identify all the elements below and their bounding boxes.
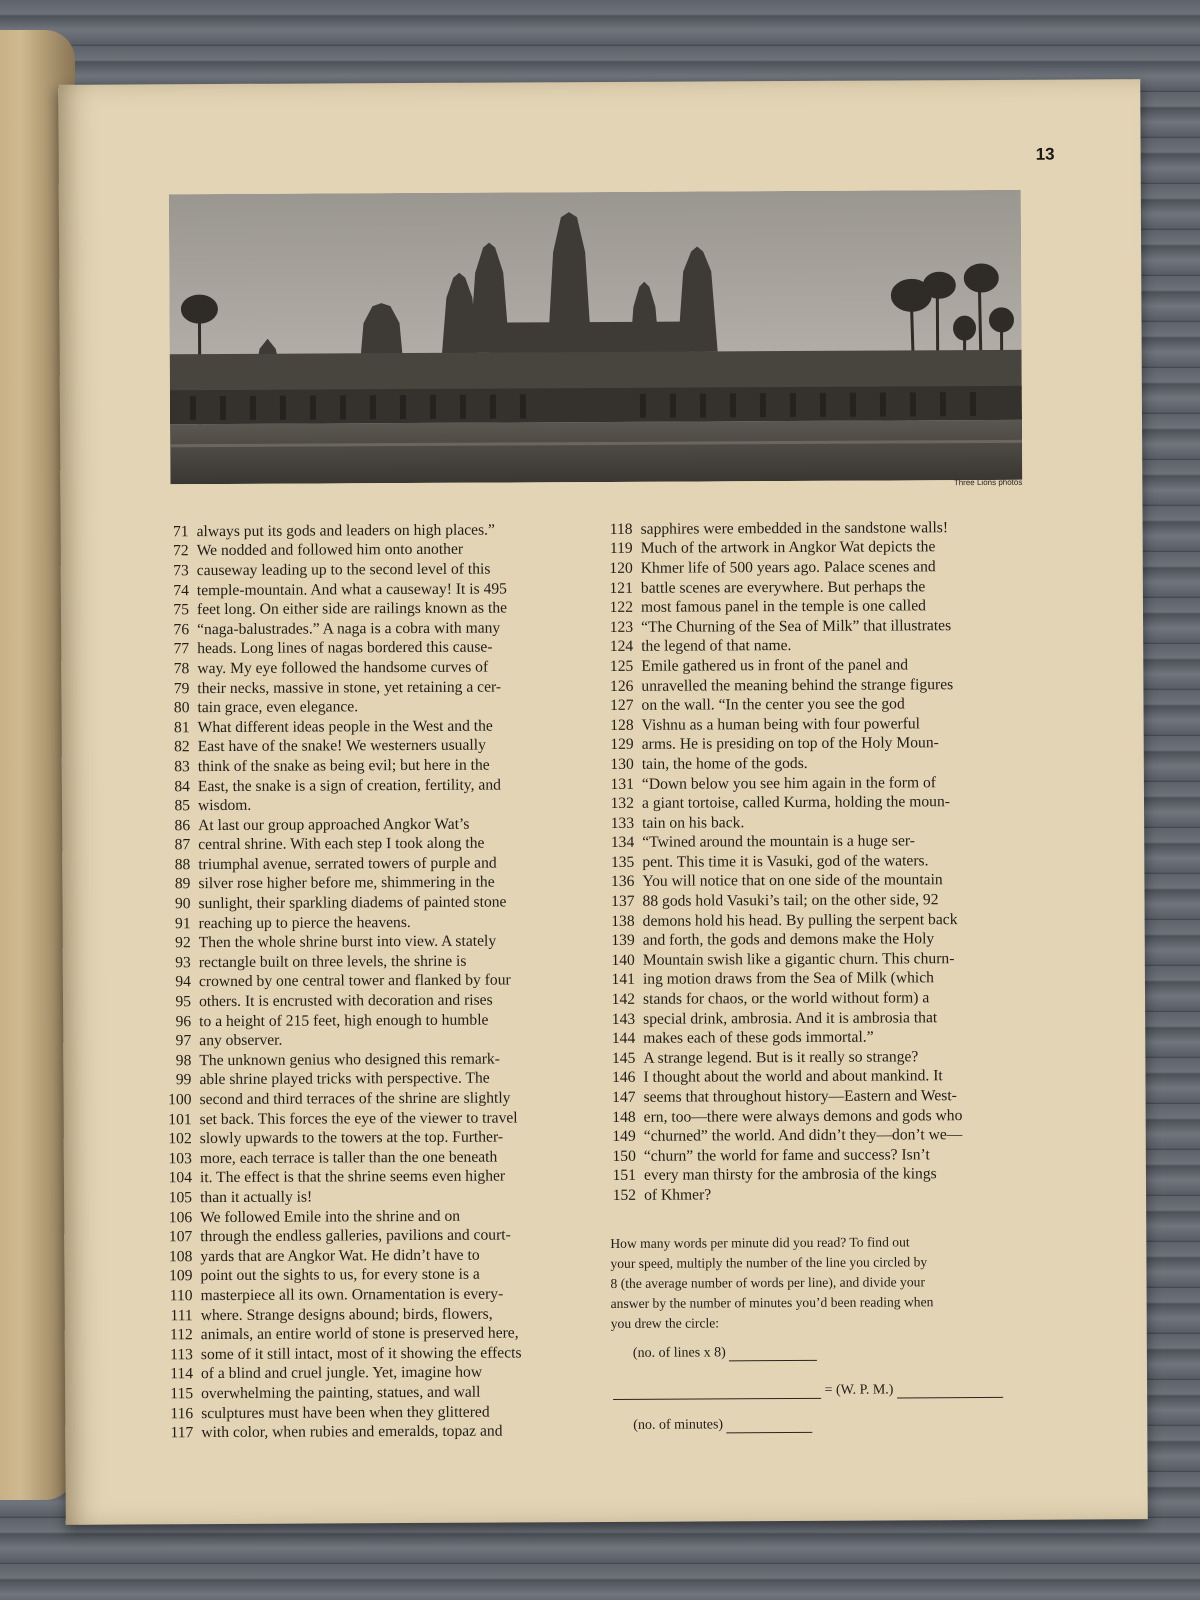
text-line	[600, 1164, 1010, 1186]
line-number: 131	[610, 775, 634, 793]
magazine-page	[58, 79, 1148, 1525]
text-line	[598, 890, 1008, 912]
text-line	[154, 834, 554, 856]
line-text: Much of the artwork in Angkor Wat depicts the	[640, 538, 936, 558]
line-number: 137	[611, 892, 635, 911]
instruction-line: 8 (the average number of words per line), and divide your	[610, 1274, 925, 1291]
line-number: 93	[175, 954, 191, 972]
line-number: 73	[173, 562, 189, 580]
text-line	[153, 579, 553, 601]
line-text: silver rose higher before me, shimmering in the	[198, 874, 495, 893]
text-line	[600, 1184, 1010, 1206]
text-line	[599, 910, 1009, 932]
line-number: 148	[612, 1108, 636, 1126]
line-text: of Khmer?	[644, 1186, 712, 1204]
text-line	[598, 714, 1008, 736]
line-text: 88 gods hold Vasuki’s tail; on the other side, 92	[642, 891, 939, 910]
line-number: 110	[169, 1287, 193, 1305]
text-line	[155, 912, 555, 934]
text-line	[600, 1125, 1010, 1147]
text-line	[155, 1049, 555, 1071]
line-number: 120	[609, 559, 633, 577]
line-number: 76	[173, 620, 190, 639]
line-number: 91	[174, 914, 191, 932]
line-number: 98	[175, 1051, 192, 1070]
line-text: masterpiece all its own. Ornamentation is every-	[200, 1285, 504, 1305]
text-line	[154, 814, 554, 836]
text-line	[599, 969, 1009, 991]
line-text: tain grace, even elegance.	[197, 698, 359, 717]
text-line	[597, 596, 1007, 618]
text-line	[598, 871, 1008, 893]
line-number: 75	[173, 601, 190, 619]
text-line	[598, 753, 1008, 775]
text-line	[600, 1145, 1010, 1167]
line-number: 113	[170, 1345, 193, 1364]
line-number: 123	[609, 618, 634, 636]
line-text: a giant tortoise, called Kurma, holding the moun-	[641, 793, 950, 812]
instruction-line: your speed, multiply the number of the line you circled by	[610, 1254, 928, 1271]
line-text: think of the snake as being evil; but here in the	[197, 756, 490, 776]
line-text: through the endless galleries, pavilions and court-	[200, 1226, 511, 1246]
text-line	[154, 736, 554, 758]
text-line	[157, 1382, 557, 1404]
line-number: 109	[169, 1267, 193, 1285]
line-text: it. The effect is that the shrine seems even higher	[199, 1167, 506, 1187]
text-line	[153, 657, 553, 679]
line-number: 142	[611, 990, 636, 1009]
line-number: 141	[611, 971, 635, 989]
text-line	[153, 697, 553, 719]
line-text: “naga-balustrades.” A naga is a cobra with many	[197, 619, 501, 638]
instruction-line: answer by the number of minutes you’d been reading when	[610, 1294, 934, 1311]
line-number: 134	[610, 834, 635, 852]
text-line	[155, 971, 555, 993]
line-number: 146	[612, 1069, 636, 1087]
line-number: 116	[170, 1404, 194, 1422]
line-text: where. Strange designs abound; birds, flowers,	[200, 1305, 493, 1324]
line-number: 82	[174, 738, 190, 756]
line-text: heads. Long lines of nagas bordered this cause-	[197, 638, 493, 658]
line-number: 143	[611, 1010, 636, 1028]
text-line	[599, 988, 1009, 1010]
line-number: 138	[611, 912, 635, 930]
line-text: set back. This forces the eye of the viewer to travel	[199, 1109, 518, 1128]
line-text: slowly upwards to the towers at the top. Further-	[199, 1128, 504, 1148]
line-number: 111	[170, 1306, 193, 1324]
line-number: 124	[609, 638, 634, 656]
line-number: 71	[172, 522, 189, 541]
line-text: At last our group approached Angkor Wat’s	[198, 815, 470, 834]
line-text: crowned by one central tower and flanked by four	[198, 971, 511, 991]
line-text: We nodded and followed him onto another	[196, 541, 464, 560]
text-line	[153, 618, 553, 640]
line-text: more, each terrace is taller than the one beneath	[199, 1148, 498, 1167]
line-number: 149	[612, 1128, 636, 1146]
line-text: way. My eye followed the handsome curves of	[197, 658, 489, 678]
line-text: able shrine played tricks with perspective. The	[199, 1070, 490, 1089]
text-line	[597, 675, 1007, 697]
line-number: 107	[168, 1228, 193, 1246]
text-line	[153, 520, 553, 542]
line-number: 86	[174, 816, 191, 834]
instruction-line: you drew the circle:	[610, 1315, 720, 1331]
text-line	[599, 1067, 1009, 1089]
line-text: central shrine. With each step I took along the	[198, 834, 485, 854]
line-text: most famous panel in the temple is one called	[640, 597, 926, 616]
line-text: causeway leading up to the second level of this	[196, 560, 491, 580]
line-number: 97	[175, 1032, 192, 1050]
line-number: 115	[170, 1385, 194, 1403]
text-line	[599, 1008, 1009, 1030]
line-number: 103	[168, 1149, 192, 1168]
line-number: 132	[610, 794, 635, 813]
line-number: 112	[169, 1326, 193, 1344]
line-text: Then the whole shrine burst into view. A stately	[198, 932, 497, 952]
line-text: any observer.	[199, 1031, 283, 1050]
line-text: seems that throughout history—Eastern and West-	[643, 1087, 957, 1106]
text-line	[156, 1088, 556, 1110]
line-text: A strange legend. But is it really so strange?	[643, 1048, 919, 1067]
line-text: and forth, the gods and demons make the Holy	[642, 930, 935, 950]
line-number: 151	[612, 1167, 637, 1185]
text-line	[597, 616, 1007, 638]
text-line	[598, 733, 1008, 755]
text-line	[154, 795, 554, 817]
text-line	[156, 1167, 556, 1189]
line-text: ern, too—there were always demons and gods who	[643, 1106, 963, 1126]
line-number: 78	[173, 660, 190, 678]
right-text-column	[597, 518, 1011, 1206]
text-line	[598, 851, 1008, 873]
text-line	[156, 1147, 556, 1169]
line-number: 139	[611, 932, 635, 950]
text-line	[155, 1069, 555, 1091]
text-line	[153, 540, 553, 562]
text-line	[155, 932, 555, 954]
text-line	[156, 1265, 556, 1287]
line-number: 130	[610, 755, 634, 773]
text-line	[598, 773, 1008, 795]
line-text: East, the snake is a sign of creation, fertility, and	[197, 776, 501, 795]
line-text: Vishnu as a human being with four powerful	[641, 715, 921, 734]
line-number: 108	[168, 1247, 193, 1266]
line-text: Mountain swish like a gigantic churn. This churn-	[642, 950, 955, 969]
line-number: 127	[610, 696, 634, 715]
lines-times-eight-row	[633, 1345, 818, 1362]
text-line	[154, 755, 554, 777]
line-number: 79	[173, 679, 190, 697]
line-text: We followed Emile into the shrine and on	[200, 1207, 461, 1226]
text-line	[156, 1186, 556, 1208]
text-line	[155, 951, 555, 973]
line-number: 147	[612, 1088, 636, 1106]
line-text: with color, when rubies and emeralds, topaz and	[201, 1422, 503, 1442]
text-line	[154, 893, 554, 915]
division-blank[interactable]	[613, 1384, 821, 1400]
line-text: rectangle built on three levels, the shrine is	[198, 952, 467, 971]
text-line	[599, 1086, 1009, 1108]
text-line	[599, 949, 1009, 971]
line-text: “churn” the world for fame and success? Isn’t	[643, 1146, 930, 1165]
line-text: yards that are Angkor Wat. He didn’t have to	[200, 1246, 480, 1265]
line-text: others. It is encrusted with decoration and rises	[198, 991, 493, 1011]
text-line	[154, 716, 554, 738]
line-text: triumphal avenue, serrated towers of purple and	[198, 854, 497, 874]
text-line	[597, 577, 1007, 599]
line-number: 145	[611, 1049, 636, 1067]
line-number: 96	[175, 1012, 192, 1030]
line-number: 99	[175, 1071, 192, 1089]
line-number: 144	[611, 1030, 636, 1048]
line-number: 77	[173, 640, 190, 658]
text-line	[156, 1206, 556, 1228]
line-text: on the wall. “In the center you see the god	[641, 695, 905, 714]
text-line	[153, 559, 553, 581]
wpm-label: = (W. P. M.)	[824, 1382, 894, 1398]
line-text: ing motion draws from the Sea of Milk (which	[642, 969, 935, 989]
text-line	[154, 775, 554, 797]
line-text: the legend of that name.	[641, 637, 792, 656]
text-line	[599, 1027, 1009, 1049]
line-number: 105	[168, 1189, 193, 1207]
line-text: feet long. On either side are railings known as the	[196, 599, 508, 619]
text-line	[155, 1010, 555, 1032]
line-text: sapphires were embedded in the sandstone walls!	[640, 518, 949, 538]
text-line	[598, 812, 1008, 834]
line-number: 87	[174, 836, 191, 854]
text-line	[599, 1047, 1009, 1069]
text-line	[157, 1363, 557, 1385]
angkor-wat-illustration	[169, 190, 1023, 484]
text-line	[600, 1106, 1010, 1128]
line-number: 92	[175, 934, 191, 952]
line-text: temple-mountain. And what a causeway! It is 495	[196, 580, 507, 599]
line-number: 100	[168, 1091, 192, 1109]
lines-label: (no. of lines x 8)	[632, 1345, 726, 1361]
text-line	[154, 853, 554, 875]
line-text: tain, the home of the gods.	[641, 754, 808, 773]
text-line	[156, 1108, 556, 1130]
line-text: second and third terraces of the shrine are slightly	[199, 1089, 511, 1109]
line-text: animals, an entire world of stone is preserved here,	[200, 1324, 519, 1344]
left-text-column	[153, 520, 558, 1443]
line-text: demons hold his head. By pulling the serpent back	[642, 910, 958, 930]
line-text: “Down below you see him again in the form of	[641, 773, 936, 793]
text-line	[599, 929, 1009, 951]
line-text: every man thirsty for the ambrosia of the kings	[643, 1165, 937, 1185]
minutes-blank[interactable]	[727, 1418, 813, 1433]
line-number: 72	[173, 542, 189, 560]
line-number: 119	[609, 540, 633, 558]
instruction-line: How many words per minute did you read? To find out	[610, 1234, 910, 1251]
line-text: pent. This time it is Vasuki, god of the waters.	[642, 852, 929, 871]
line-number: 118	[609, 520, 633, 538]
text-line	[157, 1324, 557, 1346]
line-number: 88	[174, 856, 191, 874]
line-number: 136	[610, 873, 635, 891]
line-text: some of it still intact, most of it showing the effects	[200, 1344, 522, 1363]
text-line	[157, 1304, 557, 1326]
line-text: of a blind and cruel jungle. Yet, imagine how	[200, 1363, 483, 1383]
line-text: point out the sights to us, for every stone is a	[200, 1266, 480, 1285]
line-number: 106	[168, 1208, 193, 1226]
line-text: overwhelming the painting, statues, and wall	[201, 1383, 481, 1403]
line-number: 122	[609, 599, 634, 617]
line-text: What different ideas people in the West and the	[197, 717, 493, 736]
text-line	[157, 1284, 557, 1306]
line-text: battle scenes are everywhere. But perhaps the	[640, 577, 926, 597]
text-line	[597, 537, 1007, 559]
line-text: The unknown genius who designed this remark-	[199, 1050, 500, 1069]
text-line	[153, 638, 553, 660]
angkor-wat-photo	[169, 190, 1023, 484]
line-text: reaching up to pierce the heavens.	[198, 913, 411, 932]
text-line	[157, 1402, 557, 1424]
text-line	[154, 873, 554, 895]
page-number: 13	[1035, 144, 1055, 164]
line-number: 102	[168, 1130, 192, 1148]
text-line	[155, 1030, 555, 1052]
line-text: makes each of these gods immortal.”	[643, 1028, 874, 1048]
line-number: 135	[610, 853, 635, 871]
line-number: 104	[168, 1169, 193, 1187]
line-number: 85	[174, 797, 191, 815]
line-number: 152	[612, 1186, 637, 1204]
line-number: 140	[611, 951, 635, 969]
line-number: 89	[174, 875, 191, 893]
line-text: “Twined around the mountain is a huge ser-	[642, 832, 915, 852]
text-line	[153, 677, 553, 699]
wpm-row	[613, 1382, 1003, 1400]
line-text: I thought about the world and about mankind. It	[643, 1067, 943, 1087]
line-text: to a height of 215 feet, high enough to humble	[199, 1011, 489, 1030]
line-number: 121	[609, 579, 633, 597]
wpm-blank[interactable]	[897, 1383, 1003, 1399]
line-text: sculptures must have been when they glittered	[201, 1403, 490, 1422]
line-text: East have of the snake! We westerners usually	[197, 736, 486, 756]
line-text: “churned” the world. And didn’t they—don’t we—	[643, 1126, 963, 1145]
line-text: arms. He is presiding on top of the Holy Moun-	[641, 734, 939, 754]
lines-blank[interactable]	[729, 1346, 817, 1361]
line-text: You will notice that on one side of the mountain	[642, 871, 943, 891]
line-number: 125	[609, 657, 634, 675]
text-line	[597, 694, 1007, 716]
text-line	[597, 557, 1007, 579]
text-line	[156, 1245, 556, 1267]
line-text: tain on his back.	[642, 813, 745, 832]
text-line	[156, 1128, 556, 1150]
text-line	[157, 1343, 557, 1365]
line-number: 94	[175, 973, 191, 991]
minutes-row	[633, 1417, 812, 1434]
text-line	[157, 1422, 557, 1444]
line-number: 74	[173, 581, 189, 599]
line-number: 81	[173, 718, 190, 736]
line-number: 133	[610, 814, 635, 832]
photo-credit: Three Lions photos	[953, 477, 1023, 488]
line-number: 128	[610, 716, 634, 734]
line-number: 114	[170, 1365, 194, 1383]
line-text: Emile gathered us in front of the panel and	[641, 656, 909, 675]
text-line	[597, 635, 1007, 657]
line-number: 117	[170, 1424, 194, 1442]
line-text: than it actually is!	[200, 1188, 313, 1207]
line-text: wisdom.	[197, 796, 252, 815]
line-number: 101	[168, 1110, 192, 1128]
line-number: 80	[173, 699, 190, 717]
line-text: Khmer life of 500 years ago. Palace scenes and	[640, 558, 936, 577]
text-line	[597, 518, 1007, 540]
text-line	[153, 599, 553, 621]
line-number: 129	[610, 736, 634, 754]
line-text: sunlight, their sparkling diadems of painted stone	[198, 893, 507, 913]
line-number: 126	[609, 677, 634, 695]
minutes-label: (no. of minutes)	[633, 1417, 724, 1433]
line-text: “The Churning of the Sea of Milk” that illustrates	[641, 616, 952, 636]
line-number: 90	[174, 895, 191, 913]
text-line	[598, 831, 1008, 853]
line-number: 95	[175, 993, 192, 1011]
line-number: 83	[174, 758, 190, 776]
text-line	[598, 792, 1008, 814]
line-number: 150	[612, 1147, 636, 1165]
line-text: unravelled the meaning behind the strange figures	[641, 675, 954, 695]
text-line	[155, 991, 555, 1013]
line-text: special drink, ambrosia. And it is ambrosia that	[643, 1008, 938, 1028]
reading-speed-instructions	[610, 1232, 1043, 1334]
text-line	[156, 1226, 556, 1248]
line-text: stands for chaos, or the world without form) a	[642, 989, 930, 1008]
line-text: always put its gods and leaders on high places.”	[196, 521, 496, 540]
line-number: 84	[174, 777, 190, 795]
text-line	[597, 655, 1007, 677]
line-text: their necks, massive in stone, yet retaining a cer-	[197, 678, 502, 697]
